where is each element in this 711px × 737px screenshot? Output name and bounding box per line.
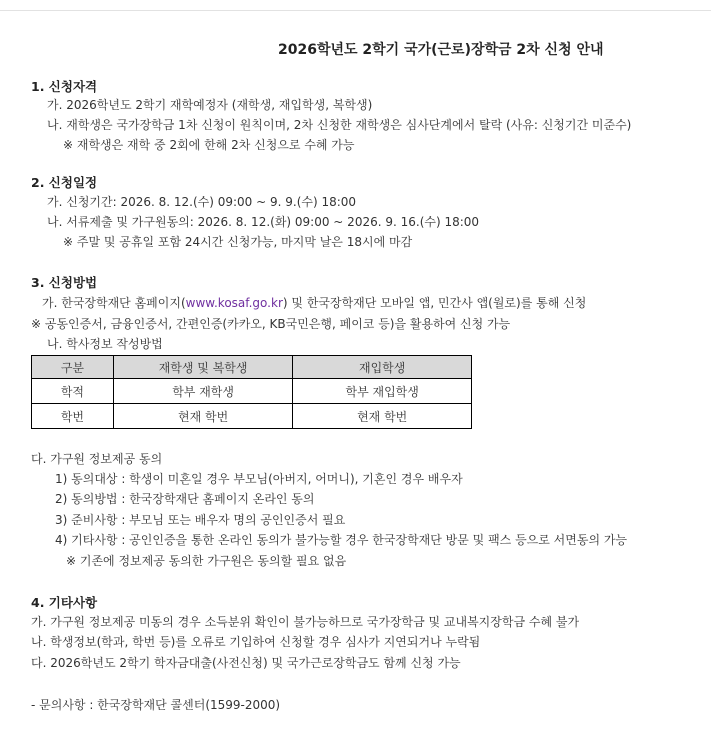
section-3-item-b: 나. 학사정보 작성방법 xyxy=(47,337,163,351)
section-2-heading: 2. 신청일정 xyxy=(31,175,98,190)
section-1-heading: 1. 신청자격 xyxy=(31,79,98,94)
table-row xyxy=(32,379,472,404)
table-header-row xyxy=(32,356,472,379)
section-4-heading: 4. 기타사항 xyxy=(31,595,98,610)
section-1-note: ※ 재학생은 재학 중 2회에 한해 2차 신청으로 수혜 가능 xyxy=(63,138,355,152)
table-cell: 학부 재입학생 xyxy=(293,379,472,404)
contact-info: - 문의사항 : 한국장학재단 콜센터(1599-2000) xyxy=(31,698,281,712)
table-cell: 현재 학번 xyxy=(113,404,293,429)
consent-list-item: 2) 동의방법 : 한국장학재단 홈페이지 온라인 동의 xyxy=(55,492,315,506)
table-cell: 학적 xyxy=(32,379,114,404)
table-cell: 학번 xyxy=(32,404,114,429)
top-divider xyxy=(0,10,711,11)
section-3-heading: 3. 신청방법 xyxy=(31,275,98,290)
consent-note: ※ 기존에 정보제공 동의한 가구원은 동의할 필요 없음 xyxy=(66,554,347,568)
section-3-item-a-suffix: ) 및 한국장학재단 모바일 앱, 민간사 앱(월로)를 통해 신청 xyxy=(282,296,587,310)
academic-info-table xyxy=(31,355,472,429)
section-3-note: ※ 공동인증서, 금융인증서, 간편인증(카카오, KB국민은행, 페이코 등)을 활용하여 신청 가능 xyxy=(31,317,511,331)
kosaf-website-link[interactable]: www.kosaf.go.kr xyxy=(185,296,283,310)
table-cell: 학부 재학생 xyxy=(113,379,293,404)
section-1-item-b: 나. 재학생은 국가장학금 1차 신청이 원칙이며, 2차 신청한 재학생은 심사단계에서 탈락 (사유: 신청기간 미준수) xyxy=(47,118,632,132)
section-2-note: ※ 주말 및 공휴일 포함 24시간 신청가능, 마지막 날은 18시에 마감 xyxy=(63,235,413,249)
table-header-cell: 재학생 및 복학생 xyxy=(113,356,293,379)
section-4-item: 나. 학생정보(학과, 학번 등)를 오류로 기입하여 신청할 경우 심사가 지연되거나 누락됨 xyxy=(31,635,481,649)
section-2-item-a: 가. 신청기간: 2026. 8. 12.(수) 09:00 ~ 9. 9.(수) 18:00 xyxy=(47,195,357,209)
section-4-item: 다. 2026학년도 2학기 학자금대출(사전신청) 및 국가근로장학금도 함께 신청 가능 xyxy=(31,656,461,670)
table-cell: 현재 학번 xyxy=(293,404,472,429)
consent-list-item: 3) 준비사항 : 부모님 또는 배우자 명의 공인인증서 필요 xyxy=(55,513,346,527)
section-1-item-a: 가. 2026학년도 2학기 재학예정자 (재학생, 재입학생, 복학생) xyxy=(47,98,373,112)
table-row xyxy=(32,404,472,429)
table-header-cell: 재입학생 xyxy=(293,356,472,379)
page-title: 2026학년도 2학기 국가(근로)장학금 2차 신청 안내 xyxy=(278,42,604,58)
consent-list-item: 4) 기타사항 : 공인인증을 통한 온라인 동의가 불가능할 경우 한국장학재단 방문 및 팩스 등으로 서면동의 가능 xyxy=(55,533,628,547)
section-3-item-a-prefix: 가. 한국장학재단 홈페이지( xyxy=(42,296,186,310)
consent-list-item: 1) 동의대상 : 학생이 미혼일 경우 부모님(아버지, 어머니), 기혼인 경우 배우자 xyxy=(55,472,463,486)
section-2-item-b: 나. 서류제출 및 가구원동의: 2026. 8. 12.(화) 09:00 ~ 2026. 9. 16.(수) 18:00 xyxy=(47,215,480,229)
table-header-cell: 구분 xyxy=(32,356,114,379)
section-3-item-c: 다. 가구원 정보제공 동의 xyxy=(31,452,163,466)
section-4-item: 가. 가구원 정보제공 미동의 경우 소득분위 확인이 불가능하므로 국가장학금 및 교내복지장학금 수혜 불가 xyxy=(31,615,580,629)
section-3-item-a xyxy=(42,295,586,311)
